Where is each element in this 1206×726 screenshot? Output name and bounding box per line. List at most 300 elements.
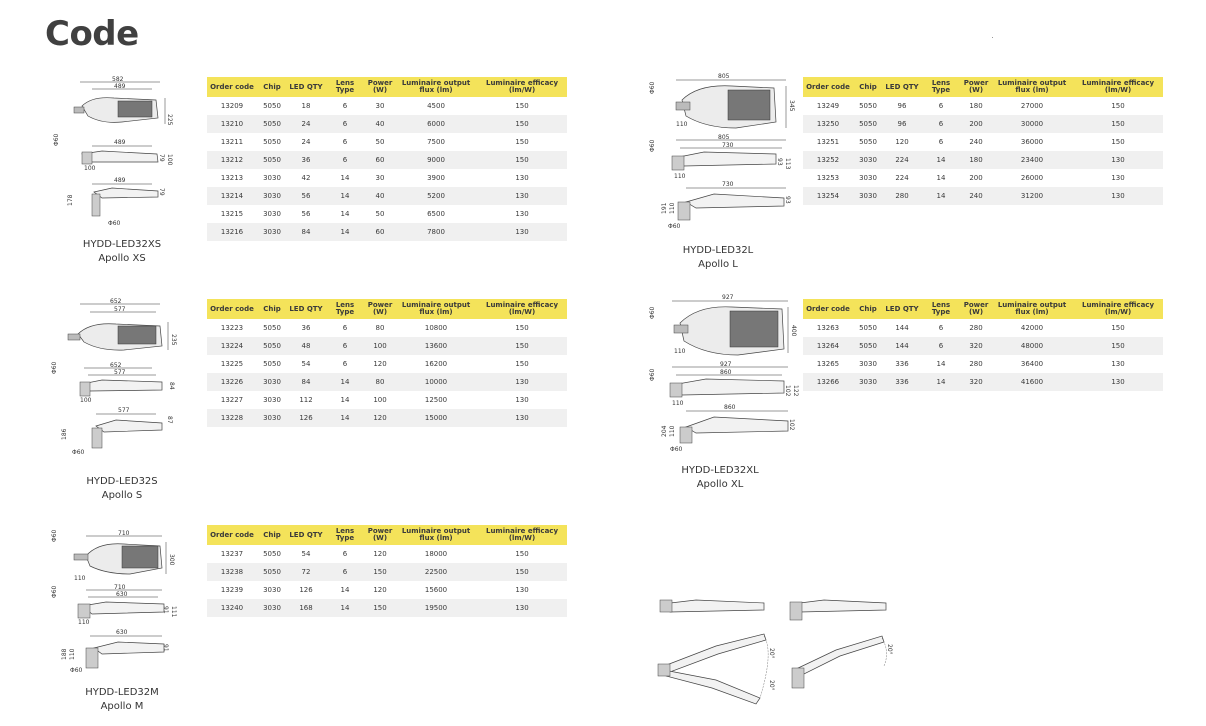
dim-label: Φ60 — [649, 139, 656, 152]
dim-label: 110 — [672, 400, 684, 407]
table-row — [207, 391, 567, 409]
dim-label: 805 — [718, 134, 730, 141]
table-row — [803, 133, 1163, 151]
dim-label: 110 — [78, 619, 90, 626]
table-cell: 6 — [325, 115, 365, 133]
table-cell: 3030 — [853, 373, 883, 391]
model-caption — [640, 464, 800, 492]
column-header: LED QTY — [883, 299, 921, 319]
model-caption — [638, 244, 798, 272]
table-cell: 13264 — [803, 337, 853, 355]
column-header: Lens Type — [325, 525, 365, 545]
table-cell: 56 — [287, 205, 325, 223]
table-cell: 13228 — [207, 409, 257, 427]
table-cell: 3030 — [257, 169, 287, 187]
table-cell: 130 — [477, 581, 567, 599]
dim-label: 927 — [720, 361, 732, 368]
table-cell: 6000 — [395, 115, 477, 133]
dim-label: Φ60 — [72, 449, 85, 456]
table-cell: 5050 — [257, 355, 287, 373]
dim-label: 225 — [166, 114, 173, 126]
table-cell: 36 — [287, 151, 325, 169]
dim-label: 102 — [784, 385, 791, 397]
table-cell: 168 — [287, 599, 325, 617]
table-row — [803, 187, 1163, 205]
table-row — [207, 337, 567, 355]
table-cell: 54 — [287, 545, 325, 563]
table-cell: 41600 — [991, 373, 1073, 391]
table-cell: 150 — [477, 151, 567, 169]
model-name: Apollo S — [101, 490, 143, 501]
model-code: HYDD-LED32XL — [681, 465, 759, 476]
table-cell: 6 — [921, 337, 961, 355]
table-row — [803, 337, 1163, 355]
table-cell: 5050 — [853, 133, 883, 151]
table-cell: 130 — [1073, 187, 1163, 205]
table-row — [207, 563, 567, 581]
table-cell: 14 — [325, 205, 365, 223]
dim-label: 652 — [110, 298, 122, 305]
dim-label: 489 — [114, 139, 126, 146]
table-cell: 150 — [477, 133, 567, 151]
table-cell: 18 — [287, 97, 325, 115]
spec-table — [803, 77, 1163, 205]
table-cell: 36000 — [991, 133, 1073, 151]
dim-label: 577 — [114, 369, 126, 376]
dim-label: 191 — [661, 202, 668, 214]
dim-label: Φ60 — [53, 133, 60, 146]
table-cell: 130 — [477, 205, 567, 223]
table-cell: 13216 — [207, 223, 257, 241]
table-cell: 144 — [883, 337, 921, 355]
column-header: Luminaire efficacy (lm/W) — [1073, 299, 1163, 319]
spec-table — [207, 77, 567, 241]
column-header: Luminaire output flux (lm) — [395, 299, 477, 319]
table-cell: 22500 — [395, 563, 477, 581]
table-cell: 240 — [961, 187, 991, 205]
table-cell: 12500 — [395, 391, 477, 409]
table-cell: 13224 — [207, 337, 257, 355]
table-row — [803, 355, 1163, 373]
dim-label: 630 — [116, 591, 128, 598]
table-row — [207, 133, 567, 151]
column-header: Chip — [257, 525, 287, 545]
column-header: Power (W) — [365, 77, 395, 97]
dim-label: 186 — [61, 428, 68, 440]
model-name: Apollo L — [698, 259, 738, 270]
table-cell: 14 — [325, 409, 365, 427]
table-cell: 320 — [961, 373, 991, 391]
table-cell: 120 — [365, 581, 395, 599]
dim-label: 577 — [118, 407, 130, 414]
model-name: Apollo M — [100, 701, 144, 712]
dim-label: 110 — [69, 648, 76, 660]
table-cell: 13227 — [207, 391, 257, 409]
table-cell: 320 — [961, 337, 991, 355]
table-cell: 14 — [921, 187, 961, 205]
table-cell: 13263 — [803, 319, 853, 337]
table-cell: 14 — [325, 599, 365, 617]
column-header: Luminaire efficacy (lm/W) — [477, 525, 567, 545]
column-header: Luminaire output flux (lm) — [991, 299, 1073, 319]
table-cell: 3030 — [257, 409, 287, 427]
table-cell: 5050 — [257, 337, 287, 355]
table-cell: 130 — [477, 409, 567, 427]
table-cell: 42 — [287, 169, 325, 187]
table-cell: 48 — [287, 337, 325, 355]
table-cell: 130 — [477, 223, 567, 241]
table-row — [803, 169, 1163, 187]
table-cell: 180 — [961, 151, 991, 169]
dim-label: 805 — [718, 73, 730, 80]
table-cell: 13212 — [207, 151, 257, 169]
table-cell: 5050 — [853, 115, 883, 133]
table-cell: 150 — [477, 563, 567, 581]
angle-label: 20° — [886, 644, 893, 655]
dim-label: 860 — [724, 404, 736, 411]
page-title: Code — [45, 14, 139, 54]
table-cell: 13239 — [207, 581, 257, 599]
dim-label: 188 — [61, 648, 68, 660]
model-caption — [42, 475, 202, 503]
table-cell: 150 — [477, 355, 567, 373]
table-cell: 130 — [1073, 169, 1163, 187]
table-cell: 3030 — [257, 373, 287, 391]
angle-label: 20° — [768, 680, 775, 691]
table-cell: 40 — [365, 115, 395, 133]
table-cell: 13223 — [207, 319, 257, 337]
table-header-row — [803, 77, 1163, 97]
table-cell: 130 — [1073, 355, 1163, 373]
table-cell: 3030 — [853, 151, 883, 169]
table-cell: 13213 — [207, 169, 257, 187]
table-header-row — [207, 299, 567, 319]
dim-label: 582 — [112, 76, 124, 83]
column-header: Chip — [257, 299, 287, 319]
table-cell: 84 — [287, 373, 325, 391]
table-row — [803, 115, 1163, 133]
table-header-row — [207, 525, 567, 545]
table-cell: 13225 — [207, 355, 257, 373]
table-row — [207, 373, 567, 391]
table-cell: 3030 — [257, 391, 287, 409]
dim-label: 927 — [722, 294, 734, 301]
table-cell: 13215 — [207, 205, 257, 223]
table-cell: 27000 — [991, 97, 1073, 115]
table-cell: 200 — [961, 169, 991, 187]
table-row — [803, 151, 1163, 169]
dim-label: 710 — [114, 584, 126, 591]
table-cell: 150 — [1073, 97, 1163, 115]
tilt-angle-drawing — [656, 594, 896, 704]
column-header: Luminaire output flux (lm) — [395, 77, 477, 97]
table-cell: 150 — [477, 545, 567, 563]
dim-label: Φ60 — [649, 368, 656, 381]
dim-label: 102 — [788, 419, 795, 431]
angle-label: 20° — [768, 648, 775, 659]
dim-label: 204 — [661, 425, 668, 437]
dim-label: Φ60 — [108, 220, 121, 227]
table-cell: 150 — [1073, 133, 1163, 151]
dim-label: 345 — [788, 100, 795, 112]
column-header: Luminaire output flux (lm) — [395, 525, 477, 545]
dim-label: 110 — [674, 348, 686, 355]
table-cell: 5050 — [257, 545, 287, 563]
dim-label: 110 — [674, 173, 686, 180]
page-mark — [992, 37, 993, 38]
dim-label: 178 — [67, 194, 74, 206]
table-cell: 13210 — [207, 115, 257, 133]
table-cell: 280 — [961, 319, 991, 337]
table-cell: 6 — [325, 97, 365, 115]
table-cell: 13600 — [395, 337, 477, 355]
table-cell: 3030 — [853, 187, 883, 205]
table-cell: 3030 — [257, 581, 287, 599]
dim-label: 113 — [784, 158, 791, 170]
table-cell: 30 — [365, 169, 395, 187]
dim-label: 577 — [114, 306, 126, 313]
column-header: Lens Type — [921, 77, 961, 97]
table-cell: 126 — [287, 409, 325, 427]
table-cell: 31200 — [991, 187, 1073, 205]
column-header: Luminaire output flux (lm) — [991, 77, 1073, 97]
table-cell: 120 — [365, 355, 395, 373]
table-cell: 13252 — [803, 151, 853, 169]
column-header: Power (W) — [365, 299, 395, 319]
table-cell: 150 — [1073, 319, 1163, 337]
table-cell: 56 — [287, 187, 325, 205]
table-cell: 280 — [961, 355, 991, 373]
table-row — [803, 97, 1163, 115]
column-header: Chip — [853, 299, 883, 319]
dim-label: 122 — [792, 385, 799, 397]
dim-label: 84 — [168, 382, 175, 390]
table-cell: 112 — [287, 391, 325, 409]
table-cell: 30000 — [991, 115, 1073, 133]
dim-label: Φ60 — [51, 529, 58, 542]
table-cell: 13240 — [207, 599, 257, 617]
table-cell: 19500 — [395, 599, 477, 617]
table-row — [207, 545, 567, 563]
dim-label: Φ60 — [670, 446, 683, 453]
table-row — [207, 409, 567, 427]
table-cell: 3030 — [257, 187, 287, 205]
table-cell: 5050 — [257, 97, 287, 115]
table-cell: 280 — [883, 187, 921, 205]
table-cell: 6 — [325, 337, 365, 355]
dim-label: 111 — [170, 606, 177, 618]
table-cell: 150 — [477, 97, 567, 115]
column-header: Power (W) — [961, 299, 991, 319]
dimension-drawing-s — [52, 296, 182, 466]
table-cell: 6 — [921, 97, 961, 115]
table-cell: 14 — [325, 391, 365, 409]
table-cell: 5050 — [257, 151, 287, 169]
table-cell: 6 — [325, 151, 365, 169]
table-cell: 80 — [365, 373, 395, 391]
table-cell: 24 — [287, 115, 325, 133]
table-cell: 130 — [1073, 373, 1163, 391]
table-header-row — [803, 299, 1163, 319]
column-header: Lens Type — [921, 299, 961, 319]
table-cell: 13211 — [207, 133, 257, 151]
table-row — [207, 187, 567, 205]
table-cell: 14 — [325, 169, 365, 187]
dim-label: 110 — [676, 121, 688, 128]
table-cell: 120 — [365, 545, 395, 563]
table-cell: 240 — [961, 133, 991, 151]
dim-label: Φ60 — [51, 361, 58, 374]
table-cell: 50 — [365, 205, 395, 223]
table-row — [803, 319, 1163, 337]
table-cell: 5050 — [853, 319, 883, 337]
table-cell: 14 — [921, 151, 961, 169]
dim-label: 110 — [669, 425, 676, 437]
table-cell: 224 — [883, 151, 921, 169]
model-caption — [42, 238, 202, 266]
table-cell: 10800 — [395, 319, 477, 337]
table-cell: 5050 — [257, 133, 287, 151]
table-cell: 30 — [365, 97, 395, 115]
table-cell: 100 — [365, 391, 395, 409]
model-code: HYDD-LED32L — [682, 245, 754, 256]
table-cell: 14 — [921, 355, 961, 373]
column-header: Power (W) — [365, 525, 395, 545]
dim-label: 110 — [74, 575, 86, 582]
table-cell: 36400 — [991, 355, 1073, 373]
table-cell: 200 — [961, 115, 991, 133]
table-cell: 7500 — [395, 133, 477, 151]
table-cell: 54 — [287, 355, 325, 373]
table-cell: 130 — [477, 599, 567, 617]
table-cell: 60 — [365, 151, 395, 169]
table-cell: 224 — [883, 169, 921, 187]
table-cell: 36 — [287, 319, 325, 337]
column-header: Luminaire efficacy (lm/W) — [477, 77, 567, 97]
column-header: Order code — [803, 299, 853, 319]
dim-label: 710 — [118, 530, 130, 537]
dim-label: Φ60 — [668, 223, 681, 230]
table-cell: 130 — [477, 391, 567, 409]
table-cell: 23400 — [991, 151, 1073, 169]
table-cell: 3030 — [257, 205, 287, 223]
table-cell: 15000 — [395, 409, 477, 427]
column-header: LED QTY — [287, 525, 325, 545]
dim-label: 79 — [158, 188, 165, 196]
table-cell: 24 — [287, 133, 325, 151]
table-cell: 5050 — [853, 337, 883, 355]
dim-label: Φ60 — [649, 81, 656, 94]
table-cell: 150 — [477, 337, 567, 355]
table-cell: 126 — [287, 581, 325, 599]
table-row — [207, 97, 567, 115]
table-cell: 15600 — [395, 581, 477, 599]
table-cell: 3030 — [853, 355, 883, 373]
table-cell: 48000 — [991, 337, 1073, 355]
table-cell: 13251 — [803, 133, 853, 151]
dim-label: 100 — [166, 154, 173, 166]
table-cell: 42000 — [991, 319, 1073, 337]
table-cell: 9000 — [395, 151, 477, 169]
dim-label: 730 — [722, 142, 734, 149]
table-cell: 96 — [883, 115, 921, 133]
table-cell: 13249 — [803, 97, 853, 115]
table-cell: 13253 — [803, 169, 853, 187]
table-row — [207, 223, 567, 241]
table-cell: 130 — [477, 169, 567, 187]
column-header: Lens Type — [325, 77, 365, 97]
table-row — [207, 151, 567, 169]
table-cell: 6 — [921, 319, 961, 337]
table-cell: 18000 — [395, 545, 477, 563]
table-cell: 3030 — [853, 169, 883, 187]
table-cell: 14 — [325, 187, 365, 205]
dim-label: Φ60 — [51, 585, 58, 598]
table-cell: 150 — [477, 319, 567, 337]
table-cell: 10000 — [395, 373, 477, 391]
table-cell: 13265 — [803, 355, 853, 373]
table-cell: 14 — [325, 223, 365, 241]
dim-label: 630 — [116, 629, 128, 636]
table-cell: 26000 — [991, 169, 1073, 187]
table-cell: 13226 — [207, 373, 257, 391]
dim-label: 730 — [722, 181, 734, 188]
dim-label: 79 — [158, 154, 165, 162]
table-row — [207, 355, 567, 373]
table-cell: 336 — [883, 373, 921, 391]
table-cell: 6 — [325, 545, 365, 563]
dim-label: 489 — [114, 83, 126, 90]
table-cell: 144 — [883, 319, 921, 337]
table-cell: 3900 — [395, 169, 477, 187]
table-cell: 7800 — [395, 223, 477, 241]
column-header: Luminaire efficacy (lm/W) — [1073, 77, 1163, 97]
column-header: Luminaire efficacy (lm/W) — [477, 299, 567, 319]
table-cell: 130 — [1073, 151, 1163, 169]
table-cell: 16200 — [395, 355, 477, 373]
table-cell: 60 — [365, 223, 395, 241]
table-cell: 6500 — [395, 205, 477, 223]
dim-label: 300 — [168, 554, 175, 566]
table-row — [207, 319, 567, 337]
table-cell: 14 — [325, 373, 365, 391]
table-cell: 13209 — [207, 97, 257, 115]
table-cell: 120 — [883, 133, 921, 151]
table-cell: 3030 — [257, 223, 287, 241]
model-code: HYDD-LED32M — [85, 687, 159, 698]
model-name: Apollo XS — [98, 253, 146, 264]
table-cell: 150 — [477, 115, 567, 133]
dim-label: 93 — [784, 196, 791, 204]
dim-label: 91 — [162, 644, 169, 652]
table-cell: 150 — [365, 563, 395, 581]
dim-label: 100 — [84, 165, 96, 172]
table-row — [207, 581, 567, 599]
table-cell: 336 — [883, 355, 921, 373]
column-header: Order code — [207, 299, 257, 319]
table-cell: 100 — [365, 337, 395, 355]
table-row — [207, 205, 567, 223]
dim-label: 652 — [110, 362, 122, 369]
table-cell: 150 — [1073, 337, 1163, 355]
table-cell: 5050 — [257, 115, 287, 133]
dim-label: Φ60 — [70, 667, 83, 674]
table-cell: 130 — [477, 187, 567, 205]
table-cell: 96 — [883, 97, 921, 115]
column-header: Chip — [257, 77, 287, 97]
model-code: HYDD-LED32XS — [82, 239, 162, 250]
table-cell: 5050 — [853, 97, 883, 115]
